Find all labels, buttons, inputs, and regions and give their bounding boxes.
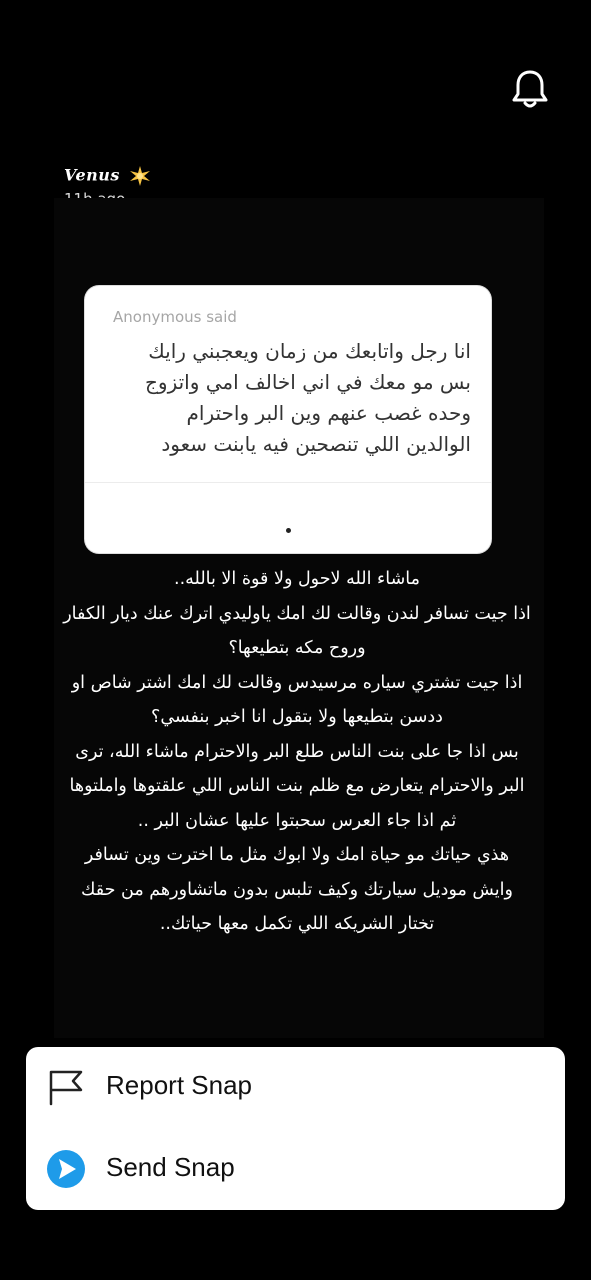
sparkle-icon: [129, 165, 151, 187]
question-label: Anonymous said: [113, 308, 237, 326]
card-divider: [85, 482, 491, 483]
answer-paragraph: هذي حياتك مو حياة امك ولا ابوك مثل ما اخترت وين تسافر وايش موديل سيارتك وكيف تلبس بدون ماتشاورهم من حقك تختار الشريكه اللي تكمل معها حياتك..: [81, 845, 513, 934]
answer-paragraph: اذا جيت تسافر لندن وقالت لك امك ياوليدي اترك عنك ديار الكفار وروح مكه بتطيعها؟: [63, 603, 531, 658]
question-line: وحده غصب عنهم وين البر واحترام: [186, 401, 471, 425]
answer-paragraph: ماشاء الله لاحول ولا قوة الا بالله..: [174, 569, 420, 589]
question-line: بس مو معك في اني اخالف امي واتزوج: [145, 370, 471, 394]
question-text: [113, 336, 471, 460]
action-sheet: [26, 1047, 565, 1210]
flag-icon: [46, 1067, 86, 1107]
report-snap-button[interactable]: [26, 1047, 565, 1127]
send-arrow-icon: [46, 1149, 86, 1189]
question-line: الوالدين اللي تنصحين فيه يابنت سعود: [161, 432, 471, 456]
send-snap-button[interactable]: [26, 1129, 565, 1209]
report-snap-label: Report Snap: [106, 1070, 252, 1100]
username-row[interactable]: [64, 165, 151, 187]
question-line: انا رجل واتابعك من زمان ويعجبني رايك: [148, 339, 471, 363]
bell-icon: [510, 68, 550, 112]
send-snap-label: Send Snap: [106, 1152, 235, 1182]
notifications-bell-button[interactable]: [510, 68, 550, 112]
answer-text: [62, 562, 532, 942]
answer-paragraph: اذا جيت تشتري سياره مرسيدس وقالت لك امك اشتر شاص او ددسن بتطيعها ولا بتقول انا اخبر بنفسي؟: [71, 672, 523, 727]
anonymous-question-card: [85, 286, 491, 553]
username[interactable]: Venus: [64, 165, 120, 185]
card-dot: [286, 528, 291, 533]
answer-paragraph: بس اذا جا على بنت الناس طلع البر والاحترام ماشاء الله، ترى البر والاحترام يتعارض مع ظلم بنت الناس اللي علقتوها واملتوها ثم اذا جاء العرس سحبتوا عليها عشان البر ..: [69, 741, 525, 831]
